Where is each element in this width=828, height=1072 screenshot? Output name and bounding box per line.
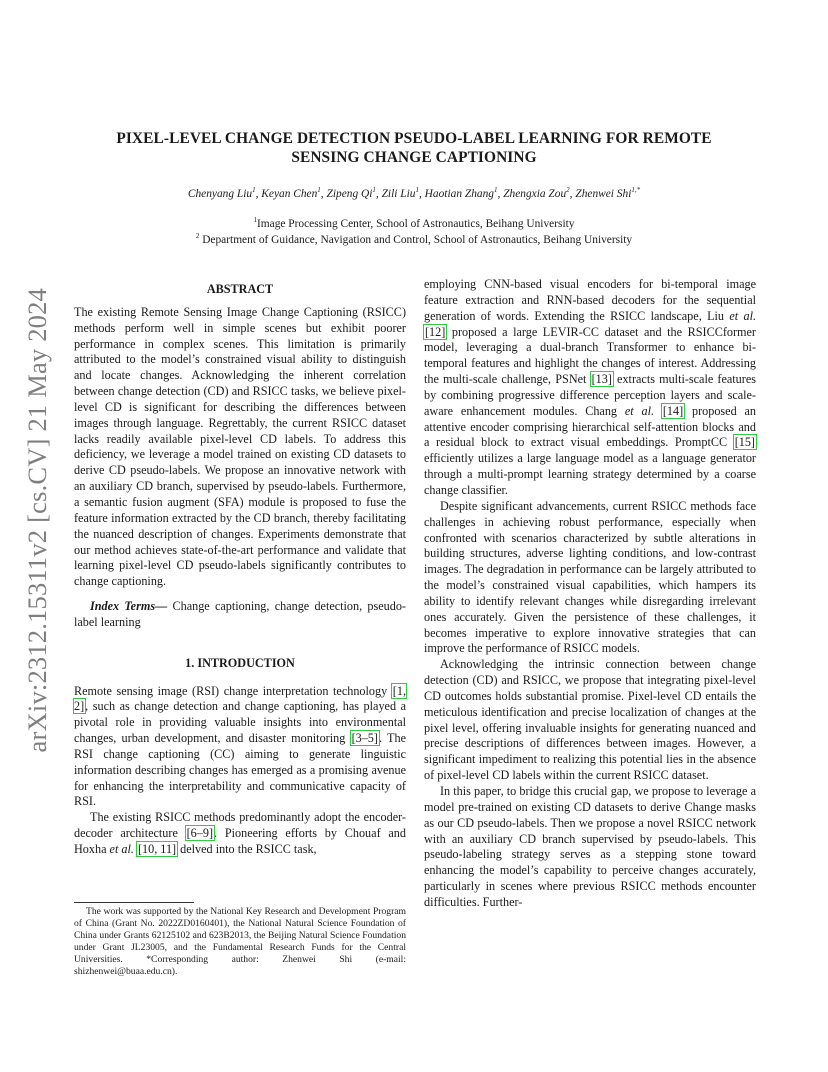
citation-link[interactable]: [1, 2] bbox=[74, 683, 406, 714]
arxiv-stamp-text: arXiv:2312.15311v2 [cs.CV] 21 May 2024 bbox=[21, 287, 52, 753]
citation-link[interactable]: [15] bbox=[734, 435, 755, 450]
author: Chenyang Liu$^1$, bbox=[187, 186, 262, 200]
intro-paragraph-2: The existing RSICC methods predominantly adopt the encoder-decoder architecture [6–9]. Pioneering efforts by Chouaf and Hoxha et al. [10, 11] delved into the RSICC task, bbox=[74, 810, 406, 856]
author: Keyan Chen$^1$, bbox=[261, 186, 327, 200]
author: Haotian Zhang$^1$, bbox=[424, 186, 504, 200]
citation-link[interactable]: [3–5] bbox=[351, 731, 378, 746]
arxiv-stamp bbox=[22, 275, 52, 765]
abstract-text: The existing Remote Sensing Image Change Captioning (RSICC) methods perform well in simple scenes but exhibit poorer performance in complex scenes. This limitation is primarily attributed to the model’s constrained visual ability to distinguish and locate changes. Acknowledging the inherent correlation between change detection (CD) and RSICC tasks, we believe pixel-level CD is significant for describing the differences between images through language. Regrettably, the current RSICC dataset lacks readily available pixel-level CD labels. To address this deficiency, we leverage a model trained on existing CD datasets to derive CD pseudo-labels. We propose an innovative network with an auxiliary CD branch, supervised by pseudo-labels. Furthermore, a semantic fusion augment (SFA) module is proposed to fuse the feature information extracted by the CD branch, thereby facilitating the nuanced description of changes. Experiments demonstrate that our method achieves state-of-the-art performance and validate that learning pixel-level CD pseudo-labels significantly contributes to change captioning. bbox=[74, 304, 406, 589]
title-line-2: SENSING CHANGE CAPTIONING bbox=[291, 149, 537, 166]
intro-paragraph-3: employing CNN-based visual encoders for bi-temporal image feature extraction and RNN-based decoders for the sequential generation of words. Extending the RSICC landscape, Liu et al. [12] proposed a large LEVIR-CC dataset and the RSICCformer model, leveraging a dual-branch Transformer to enhance bi-temporal features and highlight the changes of interest. Addressing the multi-scale challenge, PSNet [13] extracts multi-scale features by combining progressive difference perception layers and scale-aware enhancement modules. Chang et al. [14] proposed an attentive encoder comprising hierarchical self-attention blocks and a residual block to extract visual embeddings. PromptCC [15] efficiently utilizes a large language model as a language generator through a multi-prompt learning strategy determined by a coarse change classifier. bbox=[424, 277, 757, 497]
author: Zili Liu$^1$, bbox=[381, 186, 425, 200]
author: Zhenwei Shi$^{1,*}$ bbox=[575, 186, 641, 200]
author: Zipeng Qi$^1$, bbox=[326, 186, 382, 200]
right-column bbox=[424, 277, 756, 911]
affiliation-2: $^2$ Department of Guidance, Navigation and Control, School of Astronautics, Beihang University bbox=[195, 232, 633, 246]
citation-link[interactable]: [6–9] bbox=[186, 826, 214, 841]
abstract-heading: ABSTRACT bbox=[206, 282, 274, 296]
intro-paragraph-1: Remote sensing image (RSI) change interpretation technology [1, 2], such as change detection and change captioning, has played a pivotal role in providing valuable insights into environmental changes, urban development, and disaster monitoring [3–5]. The RSI change captioning (CC) aiming to generate linguistic information describing changes has emerged as a promising avenue for enhancing the interpretability and communicative capacity of RSI. bbox=[74, 683, 406, 809]
intro-paragraph-4: Despite significant advancements, current RSICC methods face challenges in achieving robust performance, especially when confronted with scenarios characterized by subtle alterations in building structures, adverse lighting conditions, and low-contrast images. The degradation in performance can be largely attributed to the model’s constrained visual capabilities, which hampers its ability to identify relevant changes while disregarding irrelevant ones accurately. Given the persistence of these challenges, it becomes imperative to explore innovative strategies that can improve the performance of RSICC models. bbox=[424, 498, 756, 656]
funding-footnote: The work was supported by the National Key Research and Development Program of China (Grant No. 2022ZD0160401), the National Natural Science Foundation of China under Grants 62125102 and 623B2013, the Beijing Natural Science Foundation under Grant JL23005, and the Fundamental Research Funds for the Central Universities. *Corresponding author: Zhenwei Shi (e-mail: shizhenwei@buaa.edu.cn). bbox=[74, 906, 406, 977]
citation-link[interactable]: [13] bbox=[591, 372, 612, 387]
title-line-1: PIXEL-LEVEL CHANGE DETECTION PSEUDO-LABEL LEARNING FOR REMOTE bbox=[116, 130, 712, 147]
citation-link[interactable]: [12] bbox=[425, 324, 446, 339]
intro-paragraph-5: Acknowledging the intrinsic connection between change detection (CD) and RSICC, we propose that integrating pixel-level CD outcomes holds substantial promise. Pixel-level CD entails the meticulous identification and precise localization of changes at the pixel level, offering invaluable insights for generating nuanced and precise descriptions of differences between images. However, a significant impediment to realizing this potential lies in the absence of pixel-level CD labels within the current RSICC dataset. bbox=[424, 657, 756, 783]
footnote-rule bbox=[74, 902, 194, 903]
paper-title bbox=[90, 129, 738, 167]
introduction-heading: 1. INTRODUCTION bbox=[185, 655, 295, 670]
citation-link[interactable]: [10, 11] bbox=[137, 842, 177, 856]
author: Zhengxia Zou$^2$, bbox=[503, 186, 576, 200]
citation-link[interactable]: [14] bbox=[662, 403, 684, 418]
author-list bbox=[90, 186, 738, 200]
index-terms: Index Terms— Change captioning, change detection, pseudo-label learning bbox=[74, 599, 406, 629]
left-column bbox=[74, 282, 406, 858]
intro-paragraph-6: In this paper, to bridge this crucial gap, we propose to leverage a model pre-trained on existing CD datasets to derive Change masks as our CD pseudo-labels. Then we propose a novel RSICC network with an auxiliary CD branch supervised by pseudo-labels. This pseudo-labeling strategy serves as a stepping stone toward enhancing the model’s capability to perceive changes accurately, particularly in scenes where previous RSICC methods encounter difficulties. Further- bbox=[424, 784, 756, 909]
affiliation-1: $^1$Image Processing Center, School of Astronautics, Beihang University bbox=[253, 216, 575, 230]
